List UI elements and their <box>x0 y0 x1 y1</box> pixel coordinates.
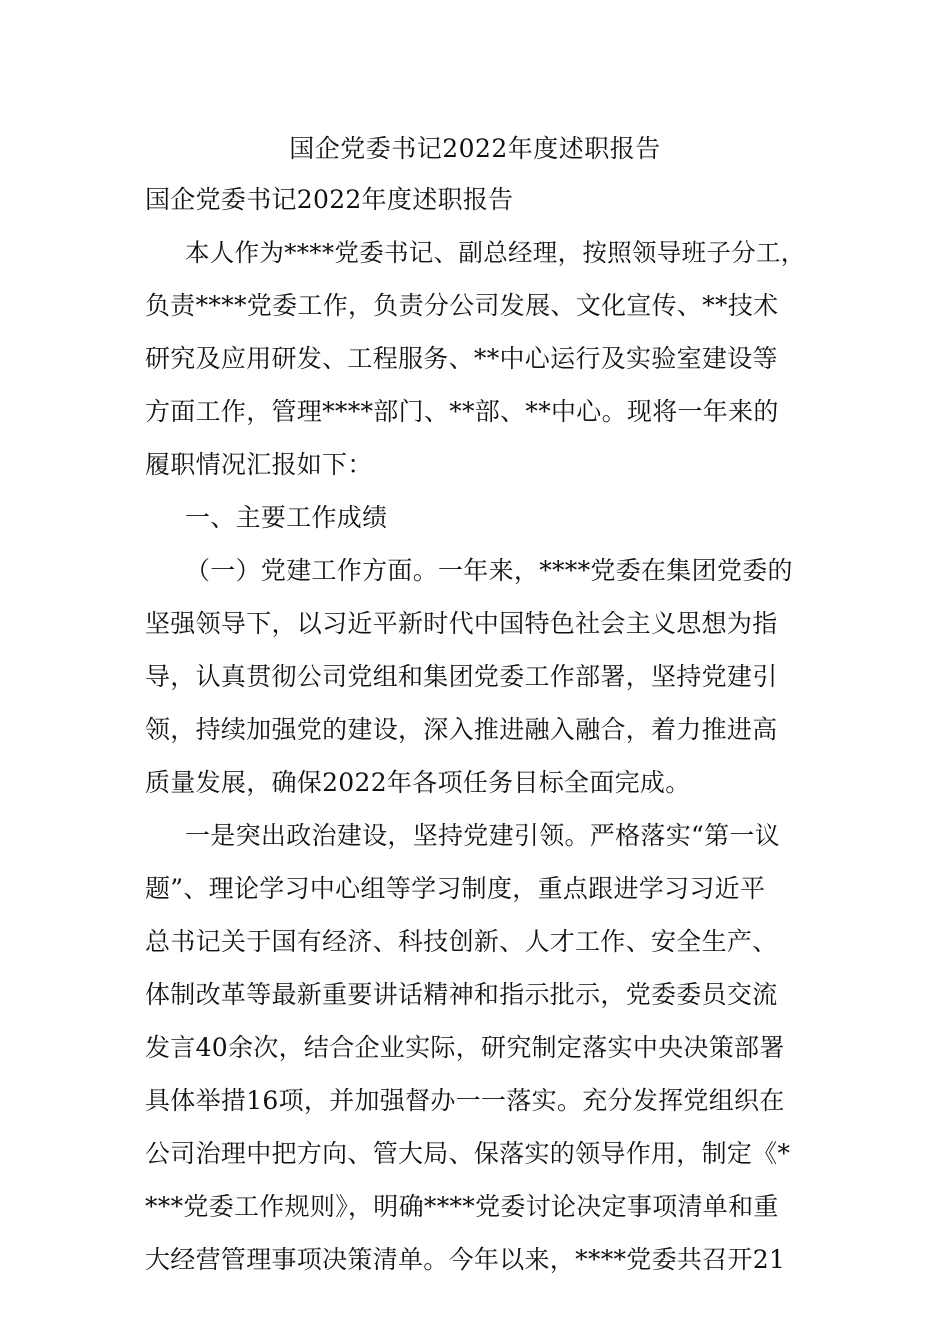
text-line: 国企党委书记2022年度述职报告 <box>145 185 514 214</box>
text-line: 总书记关于国有经济、科技创新、人才工作、安全生产、 <box>145 927 778 956</box>
text-line: 一、主要工作成绩 <box>185 503 388 532</box>
text-line: 负责****党委工作，负责分公司发展、文化宣传、**技术 <box>145 291 779 320</box>
text-line: 方面工作，管理****部门、**部、**中心。现将一年来的 <box>145 397 779 426</box>
text-line: 发言40余次，结合企业实际，研究制定落实中央决策部署 <box>145 1033 785 1062</box>
text-line: 履职情况汇报如下： <box>145 450 373 479</box>
text-line: 题”、理论学习中心组等学习制度，重点跟进学习习近平 <box>145 874 766 903</box>
text-line: （一）党建工作方面。一年来，****党委在集团党委的 <box>185 556 793 585</box>
text-line: 本人作为****党委书记、副总经理，按照领导班子分工， <box>185 238 806 267</box>
text-line: 体制改革等最新重要讲话精神和指示批示，党委委员交流 <box>145 980 778 1009</box>
text-line: ***党委工作规则》，明确****党委讨论决定事项清单和重 <box>145 1192 779 1221</box>
text-line: 一是突出政治建设，坚持党建引领。严格落实“第一议 <box>185 821 780 850</box>
text-line: 具体举措16项，并加强督办一一落实。充分发挥党组织在 <box>145 1086 785 1115</box>
text-line: 导，认真贯彻公司党组和集团党委工作部署，坚持党建引 <box>145 662 778 691</box>
text-line: 坚强领导下，以习近平新时代中国特色社会主义思想为指 <box>145 609 778 638</box>
document-body <box>145 182 810 1295</box>
document-title: 国企党委书记2022年度述职报告 <box>289 134 661 163</box>
text-line: 领，持续加强党的建设，深入推进融入融合，着力推进高 <box>145 715 778 744</box>
text-line: 公司治理中把方向、管大局、保落实的领导作用，制定《* <box>145 1139 791 1168</box>
text-line: 大经营管理事项决策清单。今年以来，****党委共召开21 <box>145 1245 786 1274</box>
text-line: 质量发展，确保2022年各项任务目标全面完成。 <box>145 768 691 797</box>
text-line: 研究及应用研发、工程服务、**中心运行及实验室建设等 <box>145 344 778 373</box>
